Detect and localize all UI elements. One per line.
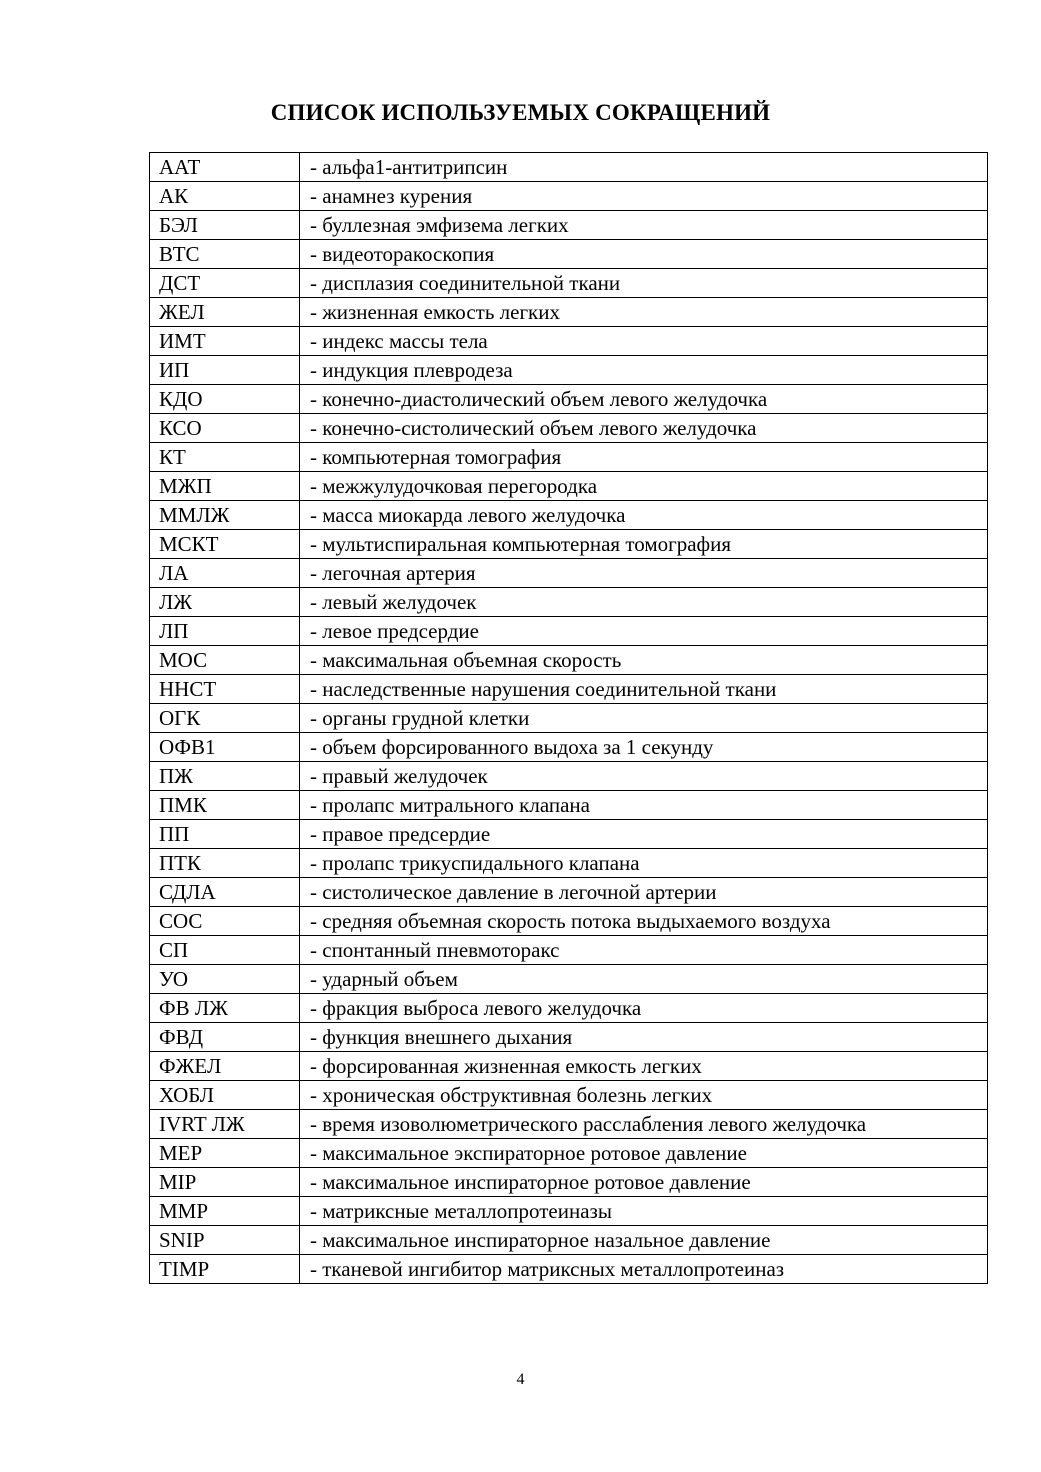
definition-cell: - время изоволюметрического расслабления левого желудочка — [300, 1110, 988, 1139]
table-row — [150, 646, 988, 675]
table-row — [150, 762, 988, 791]
definition-cell: - максимальное инспираторное ротовое давление — [300, 1168, 988, 1197]
table-row — [150, 385, 988, 414]
abbreviation-cell: УО — [150, 965, 300, 994]
definition-cell: - конечно-систолический объем левого желудочка — [300, 414, 988, 443]
definition-cell: - ударный объем — [300, 965, 988, 994]
table-row — [150, 733, 988, 762]
definition-cell: - дисплазия соединительной ткани — [300, 269, 988, 298]
table-row — [150, 269, 988, 298]
abbreviation-cell: ФЖЕЛ — [150, 1052, 300, 1081]
abbreviation-cell: MEP — [150, 1139, 300, 1168]
definition-cell: - левый желудочек — [300, 588, 988, 617]
definition-cell: - анамнез курения — [300, 182, 988, 211]
table-row — [150, 153, 988, 182]
abbreviation-cell: ААТ — [150, 153, 300, 182]
abbreviation-cell: СОС — [150, 907, 300, 936]
table-row — [150, 791, 988, 820]
abbreviation-cell: ДСТ — [150, 269, 300, 298]
table-row — [150, 820, 988, 849]
abbreviation-cell: ВТС — [150, 240, 300, 269]
table-row — [150, 704, 988, 733]
definition-cell: - альфа1-антитрипсин — [300, 153, 988, 182]
definition-cell: - жизненная емкость легких — [300, 298, 988, 327]
definition-cell: - легочная артерия — [300, 559, 988, 588]
definition-cell: - органы грудной клетки — [300, 704, 988, 733]
definition-cell: - матриксные металлопротеиназы — [300, 1197, 988, 1226]
table-row — [150, 936, 988, 965]
abbreviation-cell: ОГК — [150, 704, 300, 733]
table-row — [150, 443, 988, 472]
page-title: СПИСОК ИСПОЛЬЗУЕМЫХ СОКРАЩЕНИЙ — [270, 100, 771, 125]
table-row — [150, 675, 988, 704]
definition-cell: - пролапс митрального клапана — [300, 791, 988, 820]
abbreviation-cell: АК — [150, 182, 300, 211]
abbreviations-table-body — [150, 153, 988, 1284]
definition-cell: - систолическое давление в легочной артерии — [300, 878, 988, 907]
table-row — [150, 1255, 988, 1284]
abbreviation-cell: СДЛА — [150, 878, 300, 907]
abbreviation-cell: МОС — [150, 646, 300, 675]
page-number: 4 — [516, 1371, 525, 1388]
table-row — [150, 327, 988, 356]
table-row — [150, 849, 988, 878]
definition-cell: - объем форсированного выдоха за 1 секунду — [300, 733, 988, 762]
table-row — [150, 240, 988, 269]
table-row — [150, 472, 988, 501]
table-row — [150, 1081, 988, 1110]
definition-cell: - правое предсердие — [300, 820, 988, 849]
definition-cell: - компьютерная томография — [300, 443, 988, 472]
abbreviation-cell: ОФВ1 — [150, 733, 300, 762]
abbreviation-cell: ПП — [150, 820, 300, 849]
table-row — [150, 530, 988, 559]
abbreviation-cell: IVRT ЛЖ — [150, 1110, 300, 1139]
abbreviation-cell: ЖЕЛ — [150, 298, 300, 327]
definition-cell: - левое предсердие — [300, 617, 988, 646]
abbreviation-cell: КСО — [150, 414, 300, 443]
table-row — [150, 1023, 988, 1052]
definition-cell: - фракция выброса левого желудочка — [300, 994, 988, 1023]
definition-cell: - буллезная эмфизема легких — [300, 211, 988, 240]
abbreviation-cell: MMP — [150, 1197, 300, 1226]
table-row — [150, 501, 988, 530]
abbreviation-cell: MIP — [150, 1168, 300, 1197]
table-row — [150, 211, 988, 240]
table-row — [150, 907, 988, 936]
definition-cell: - хроническая обструктивная болезнь легких — [300, 1081, 988, 1110]
abbreviation-cell: КТ — [150, 443, 300, 472]
definition-cell: - межжулудочковая перегородка — [300, 472, 988, 501]
table-row — [150, 1052, 988, 1081]
definition-cell: - максимальная объемная скорость — [300, 646, 988, 675]
definition-cell: - конечно-диастолический объем левого желудочка — [300, 385, 988, 414]
abbreviation-cell: ЛП — [150, 617, 300, 646]
table-row — [150, 1197, 988, 1226]
abbreviation-cell: ММЛЖ — [150, 501, 300, 530]
abbreviation-cell: ПМК — [150, 791, 300, 820]
abbreviation-cell: TIMP — [150, 1255, 300, 1284]
table-row — [150, 1139, 988, 1168]
table-row — [150, 414, 988, 443]
definition-cell: - индукция плевродеза — [300, 356, 988, 385]
table-row — [150, 1110, 988, 1139]
abbreviation-cell: ХОБЛ — [150, 1081, 300, 1110]
abbreviation-cell: ИП — [150, 356, 300, 385]
definition-cell: - мультиспиральная компьютерная томография — [300, 530, 988, 559]
table-row — [150, 965, 988, 994]
table-row — [150, 559, 988, 588]
abbreviation-cell: ФВД — [150, 1023, 300, 1052]
definition-cell: - правый желудочек — [300, 762, 988, 791]
table-row — [150, 617, 988, 646]
definition-cell: - индекс массы тела — [300, 327, 988, 356]
abbreviation-cell: ФВ ЛЖ — [150, 994, 300, 1023]
abbreviation-cell: ПЖ — [150, 762, 300, 791]
definition-cell: - видеоторакоскопия — [300, 240, 988, 269]
table-row — [150, 298, 988, 327]
abbreviation-cell: ПТК — [150, 849, 300, 878]
table-row — [150, 878, 988, 907]
definition-cell: - максимальное экспираторное ротовое давление — [300, 1139, 988, 1168]
table-row — [150, 182, 988, 211]
table-row — [150, 588, 988, 617]
abbreviation-cell: СП — [150, 936, 300, 965]
abbreviation-cell: МСКТ — [150, 530, 300, 559]
definition-cell: - пролапс трикуспидального клапана — [300, 849, 988, 878]
abbreviation-cell: КДО — [150, 385, 300, 414]
table-row — [150, 994, 988, 1023]
table-row — [150, 1168, 988, 1197]
abbreviation-cell: ЛА — [150, 559, 300, 588]
abbreviation-cell: БЭЛ — [150, 211, 300, 240]
table-row — [150, 356, 988, 385]
definition-cell: - средняя объемная скорость потока выдыхаемого воздуха — [300, 907, 988, 936]
abbreviation-cell: ЛЖ — [150, 588, 300, 617]
abbreviation-cell: ННСТ — [150, 675, 300, 704]
abbreviation-cell: МЖП — [150, 472, 300, 501]
definition-cell: - максимальное инспираторное назальное давление — [300, 1226, 988, 1255]
definition-cell: - наследственные нарушения соединительной ткани — [300, 675, 988, 704]
definition-cell: - функция внешнего дыхания — [300, 1023, 988, 1052]
definition-cell: - спонтанный пневмоторакс — [300, 936, 988, 965]
abbreviations-table — [149, 152, 988, 1284]
table-row — [150, 1226, 988, 1255]
abbreviation-cell: ИМТ — [150, 327, 300, 356]
definition-cell: - форсированная жизненная емкость легких — [300, 1052, 988, 1081]
definition-cell: - масса миокарда левого желудочка — [300, 501, 988, 530]
abbreviation-cell: SNIP — [150, 1226, 300, 1255]
definition-cell: - тканевой ингибитор матриксных металлопротеиназ — [300, 1255, 988, 1284]
